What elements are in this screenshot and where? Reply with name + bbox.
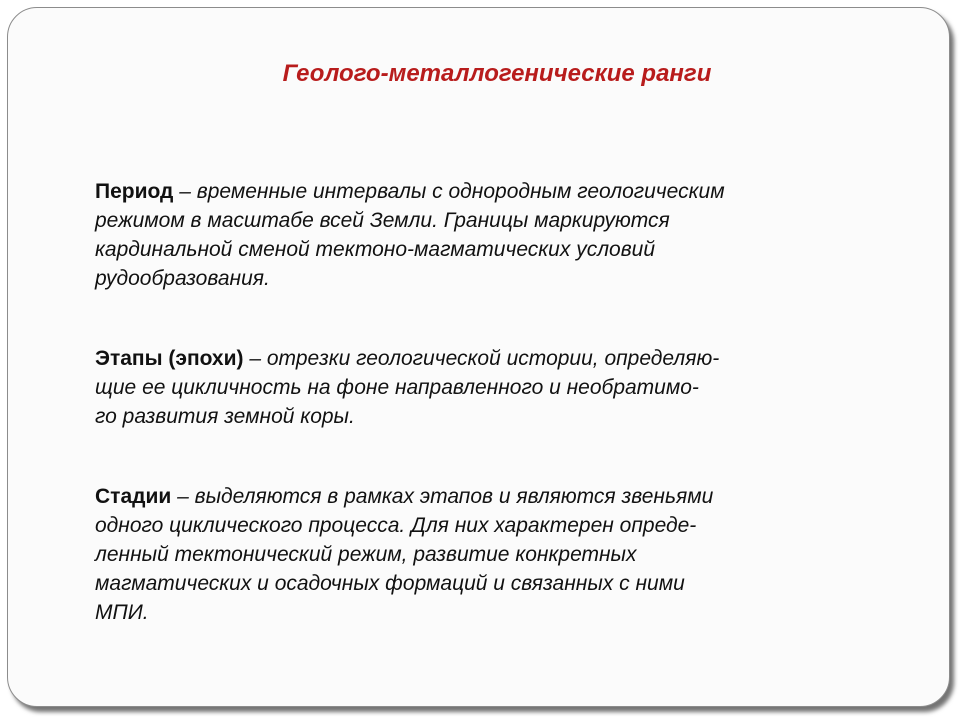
- term-phases: Стадии: [95, 485, 172, 508]
- definition-line: [95, 482, 915, 511]
- definition-line: го развития земной коры.: [95, 405, 355, 428]
- term-stages-epochs: Этапы (эпохи): [95, 347, 244, 370]
- definition-line: одного циклического процесса. Для них характерен опреде-: [95, 514, 697, 537]
- definition-line: [95, 177, 915, 206]
- definition-text: – отрезки геологической истории, определяю-: [243, 347, 720, 370]
- definition-line: МПИ.: [95, 601, 149, 624]
- definition-line: ленный тектонический режим, развитие конкретных: [95, 543, 637, 566]
- slide-title: Геолого-металлогенические ранги: [282, 60, 712, 87]
- definition-line: магматических и осадочных формаций и связанных с ними: [95, 572, 685, 595]
- slide-body: [95, 177, 915, 627]
- term-period: Период: [95, 180, 174, 203]
- definition-line: кардинальной сменой тектоно-магматических условий: [95, 238, 656, 261]
- definition-text: – выделяются в рамках этапов и являются звеньями: [171, 485, 714, 508]
- definition-line: [95, 344, 915, 373]
- definition-line: щие ее цикличность на фоне направленного и необратимо-: [95, 376, 699, 399]
- definition-stages-epochs: [95, 344, 915, 431]
- definition-phases: [95, 482, 915, 627]
- definition-line: режимом в масштабе всей Земли. Границы маркируются: [95, 209, 670, 232]
- definition-line: рудообразования.: [95, 267, 270, 290]
- definition-period: [95, 177, 915, 293]
- definition-text: – временные интервалы с однородным геологическим: [173, 180, 725, 203]
